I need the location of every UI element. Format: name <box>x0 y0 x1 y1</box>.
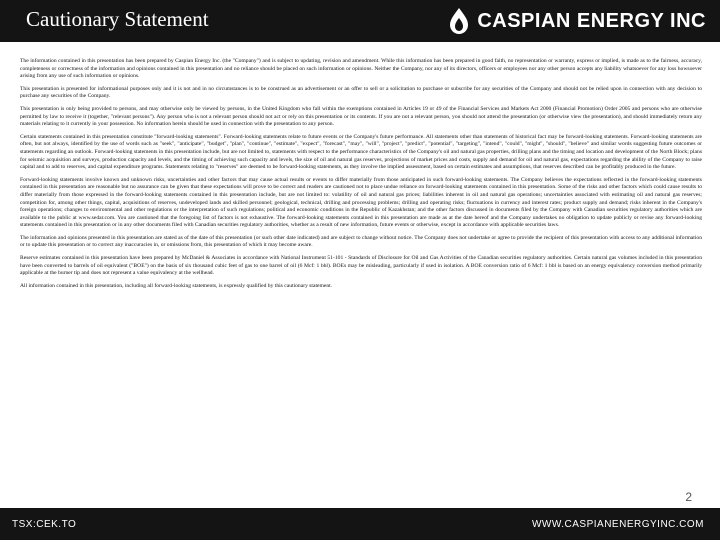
flame-drop-icon <box>447 7 471 35</box>
logo-text: CASPIAN ENERGY INC <box>477 9 706 32</box>
header-bar <box>0 0 720 42</box>
paragraph: All information contained in this presentation, including all forward-looking statements, is expressly qualified by this cautionary statement. <box>20 282 333 289</box>
paragraph: Certain statements contained in this presentation constitute "forward-looking statements". Forward-looking statements relate to future events or the Company's future performance. All statements other than statements of historical fact may be forward-looking statements. Forward-looking statements are often, but not always, identified by the use of words such as "seek", "anticipate", "budget", "plan", "continue", "estimate", "expect", "forecast", "may", "will", "project", "predict", "potential", "targeting", "intend", "could", "might", "should", "believe" and similar words suggesting future outcomes or statements regarding an outlook. Forward-looking statements in this presentation include, but are not limited to, statements with respect to the performance characteristics of the Company's oil and natural gas properties, drilling plans and the timing and location and development of the North Block; plans for seismic acquisition and surveys, production capacity and levels, and the timing of achieving such capacity and levels, the size of oil and natural gas reserves, projections of market prices and costs, supply and demand for oil and natural gas, expectations regarding the ability of the Company to raise capital and to add to reserves, and capital expenditure programs. Statements relating to "reserves" are deemed to be forward-looking statements, as they involve the implied assessment, based on certain estimates and assumptions, that reserves described can be profitably produced in the future. <box>20 133 702 171</box>
page-number: 2 <box>685 490 692 504</box>
paragraph: Forward-looking statements involve known and unknown risks, uncertainties and other factors that may cause actual results or events to differ materially from those anticipated in such forward-looking statements. The Company believes the expectations reflected in the forward-looking statements contained in this presentation are reasonable but no assurance can be given that these expectations will prove to be correct and readers are cautioned not to place undue reliance on forward-looking statements contained in this presentation. Some of the risks and other factors which could cause results to differ materially from those expressed in the forward-looking statements contained in this presentation include, but are not limited to: volatility of oil and natural gas prices; liabilities inherent in oil and natural gas operations; uncertainties associated with estimating oil and natural gas reserves; competition for, among other things, capital, acquisitions of reserves, undeveloped lands and skilled personnel; geological, technical, drilling and processing problems; drilling and operating risks; fluctuations in currency and interest rates; product supply and demand; risks inherent in the Company's foreign operations; changes to environmental and other regulations or the interpretation of such regulations; political and economic conditions in the Republic of Kazakhstan; and the other factors discussed in documents filed by the Company with Canadian securities regulatory authorities which are available to the public at www.sedar.com. You are cautioned that the foregoing list of factors is not exhaustive. The forward-looking statements contained in this presentation are made as at the date hereof and the Company undertakes no obligation to update publicly or revise any forward-looking statements contained in this presentation or in any other documents filed with Canadian securities regulatory authorities, whether as a result of new information, future events or otherwise, except in accordance with applicable securities laws. <box>20 176 702 229</box>
footer-bar <box>0 508 720 540</box>
paragraph: The information and opinions presented in this presentation are stated as of the date of this presentation (or such other date indicated) and are subject to change without notice. The Company does not undertake or agree to provide the recipient of this presentation with access to any additional information or to update this presentation or to correct any inaccuracies in, or omissions from, this presentation of which it may become aware. <box>20 234 702 249</box>
stock-ticker: TSX:CEK.TO <box>12 518 77 530</box>
page-title: Cautionary Statement <box>26 6 209 31</box>
paragraph: This presentation is only being provided to persons, and may otherwise only be viewed by persons, in the United Kingdom who fall within the exemptions contained in Articles 19 or 49 of the Financial Services and Markets Act 2000 (Financial Promotion) Order 2005 and persons who are otherwise permitted by law to receive it (together, "relevant persons"). Any person who is not a relevant person should not act or rely on this presentation or its contents. If you are not a relevant person, you should not attend the presentation (or otherwise view the presentation), and should immediately return any materials relating to it currently in your possession. No information herein should be used in connection with the presentation to any person. <box>20 105 702 128</box>
company-logo <box>447 7 706 35</box>
paragraph: This presentation is presented for informational purposes only and it is not and in no circumstances is to be construed as an advertisement or an offer to sell or a solicitation to purchase or subscribe for any securities of the Company and should not be relied upon in connection with any decision to purchase any securities of the Company. <box>20 85 702 100</box>
paragraph: Reserve estimates contained in this presentation have been prepared by McDaniel & Associates in accordance with National Instrument 51-101 - Standards of Disclosure for Oil and Gas Activities of the Canadian securities regulatory authorities. Certain natural gas volumes included in this presentation have been converted to barrels of oil equivalent ("BOE") on the basis of six thousand cubic feet of gas to one barrel of oil (6 Mcf: 1 bbl). BOEs may be misleading, particularly if used in isolation. A BOE conversion ratio of 6 Mcf: 1 bbl is based on an energy equivalency conversion method primarily applicable at the burner tip and does not represent a value equivalency at the wellhead. <box>20 255 702 277</box>
website-link[interactable]: WWW.CASPIANENERGYINC.COM <box>531 518 704 530</box>
disclaimer-body <box>20 58 702 295</box>
paragraph: The information contained in this presentation has been prepared by Caspian Energy Inc. (the "Company") and is subject to updating, revision and amendment. While this information has been prepared in good faith, no representation or warranty, express or implied, is made as to the fairness, accuracy, completeness or correctness of the information and opinions contained in this presentation and no reliance should be placed on such information or opinions. Neither the Company, nor any of its directors, officers or employees nor any other person accepts any liability whatsoever for any loss howsoever arising from any use of such information or opinions. <box>20 58 702 80</box>
